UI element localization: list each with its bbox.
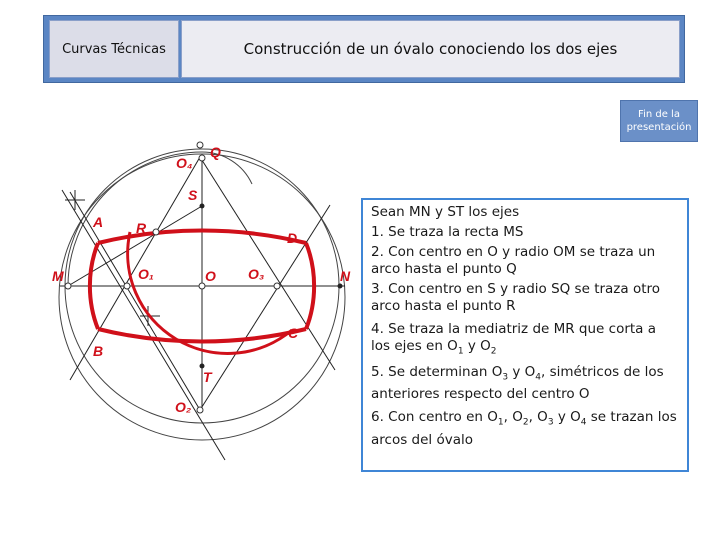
step-6-text: 6. Con centro en O	[371, 409, 498, 426]
line-ms	[68, 206, 202, 286]
step-2: 2. Con centro en O y radio OM se traza un arco hasta el punto Q	[371, 244, 656, 277]
label-o3: O₃	[248, 266, 265, 282]
step-5-sub-3: 3	[502, 372, 509, 383]
construction-arc-mq	[68, 152, 202, 286]
label-r: R	[136, 220, 147, 236]
label-m: M	[52, 268, 64, 284]
step-5-text: 5. Se determinan O	[371, 363, 503, 380]
step-6-rest: se trazan los arcos del óvalo	[371, 409, 677, 449]
point-o1	[124, 283, 130, 289]
label-b: B	[93, 343, 104, 359]
label-o4: O₄	[176, 155, 193, 171]
step-4-sub-2: 2	[490, 346, 497, 357]
label-a: A	[93, 214, 104, 230]
point-n	[338, 284, 343, 289]
label-o1: O₁	[138, 266, 154, 282]
step-6-sub-3: 3	[547, 418, 554, 429]
step-6-sub-4: 4	[580, 418, 587, 429]
point-r	[153, 229, 159, 235]
step-4	[371, 321, 679, 361]
step-6-comma-1: ,	[503, 409, 513, 426]
point-s	[200, 204, 205, 209]
step-6-and: y O	[553, 409, 581, 426]
step-5	[371, 364, 679, 404]
step-4-sub-1: 1	[457, 346, 464, 357]
step-3: 3. Con centro en S y radio SQ se traza otro arco hasta el punto R	[371, 281, 661, 314]
label-n: N	[340, 268, 351, 284]
step-6-sub-1: 1	[497, 418, 504, 429]
label-q: Q	[210, 144, 221, 160]
end-button-line-2: presentación	[626, 122, 692, 133]
point-t	[200, 364, 205, 369]
point-o2	[197, 407, 203, 413]
point-m	[65, 283, 71, 289]
step-5-sub-4: 4	[535, 372, 542, 383]
label-s: S	[188, 187, 198, 203]
step-intro: Sean MN y ST los ejes	[371, 204, 520, 220]
step-4-text: 4. Se traza la mediatriz de MR que corta a los ejes en O	[371, 321, 657, 354]
step-5-rest: , simétricos de los anteriores respecto del centro O	[371, 363, 664, 403]
steps-panel	[361, 198, 689, 472]
end-button-line-1: Fin de la	[638, 109, 680, 120]
point-q	[199, 155, 205, 161]
step-6: 6. Con centro en $O_1$, $O_2$, $O_3$ y $O_4$ se trazan los arcos del óvalo	[371, 409, 677, 449]
point-o4	[197, 142, 203, 148]
label-o2: O₂	[175, 399, 192, 415]
step-5-and: y O	[508, 363, 536, 380]
page-title-text: Construcción de un óvalo conociendo los dos ejes	[243, 40, 618, 58]
step-6-sub-2: 2	[522, 418, 529, 429]
step-6-comma-2: ,	[528, 409, 538, 426]
label-t: T	[203, 369, 212, 385]
step-4-and: y O	[463, 338, 491, 354]
point-o3	[274, 283, 280, 289]
label-c: C	[288, 325, 299, 341]
label-o: O	[205, 268, 216, 284]
subject-label: Curvas Técnicas	[62, 41, 166, 57]
label-d: D	[287, 230, 298, 246]
step-1: 1. Se traza la recta MS	[371, 224, 524, 240]
